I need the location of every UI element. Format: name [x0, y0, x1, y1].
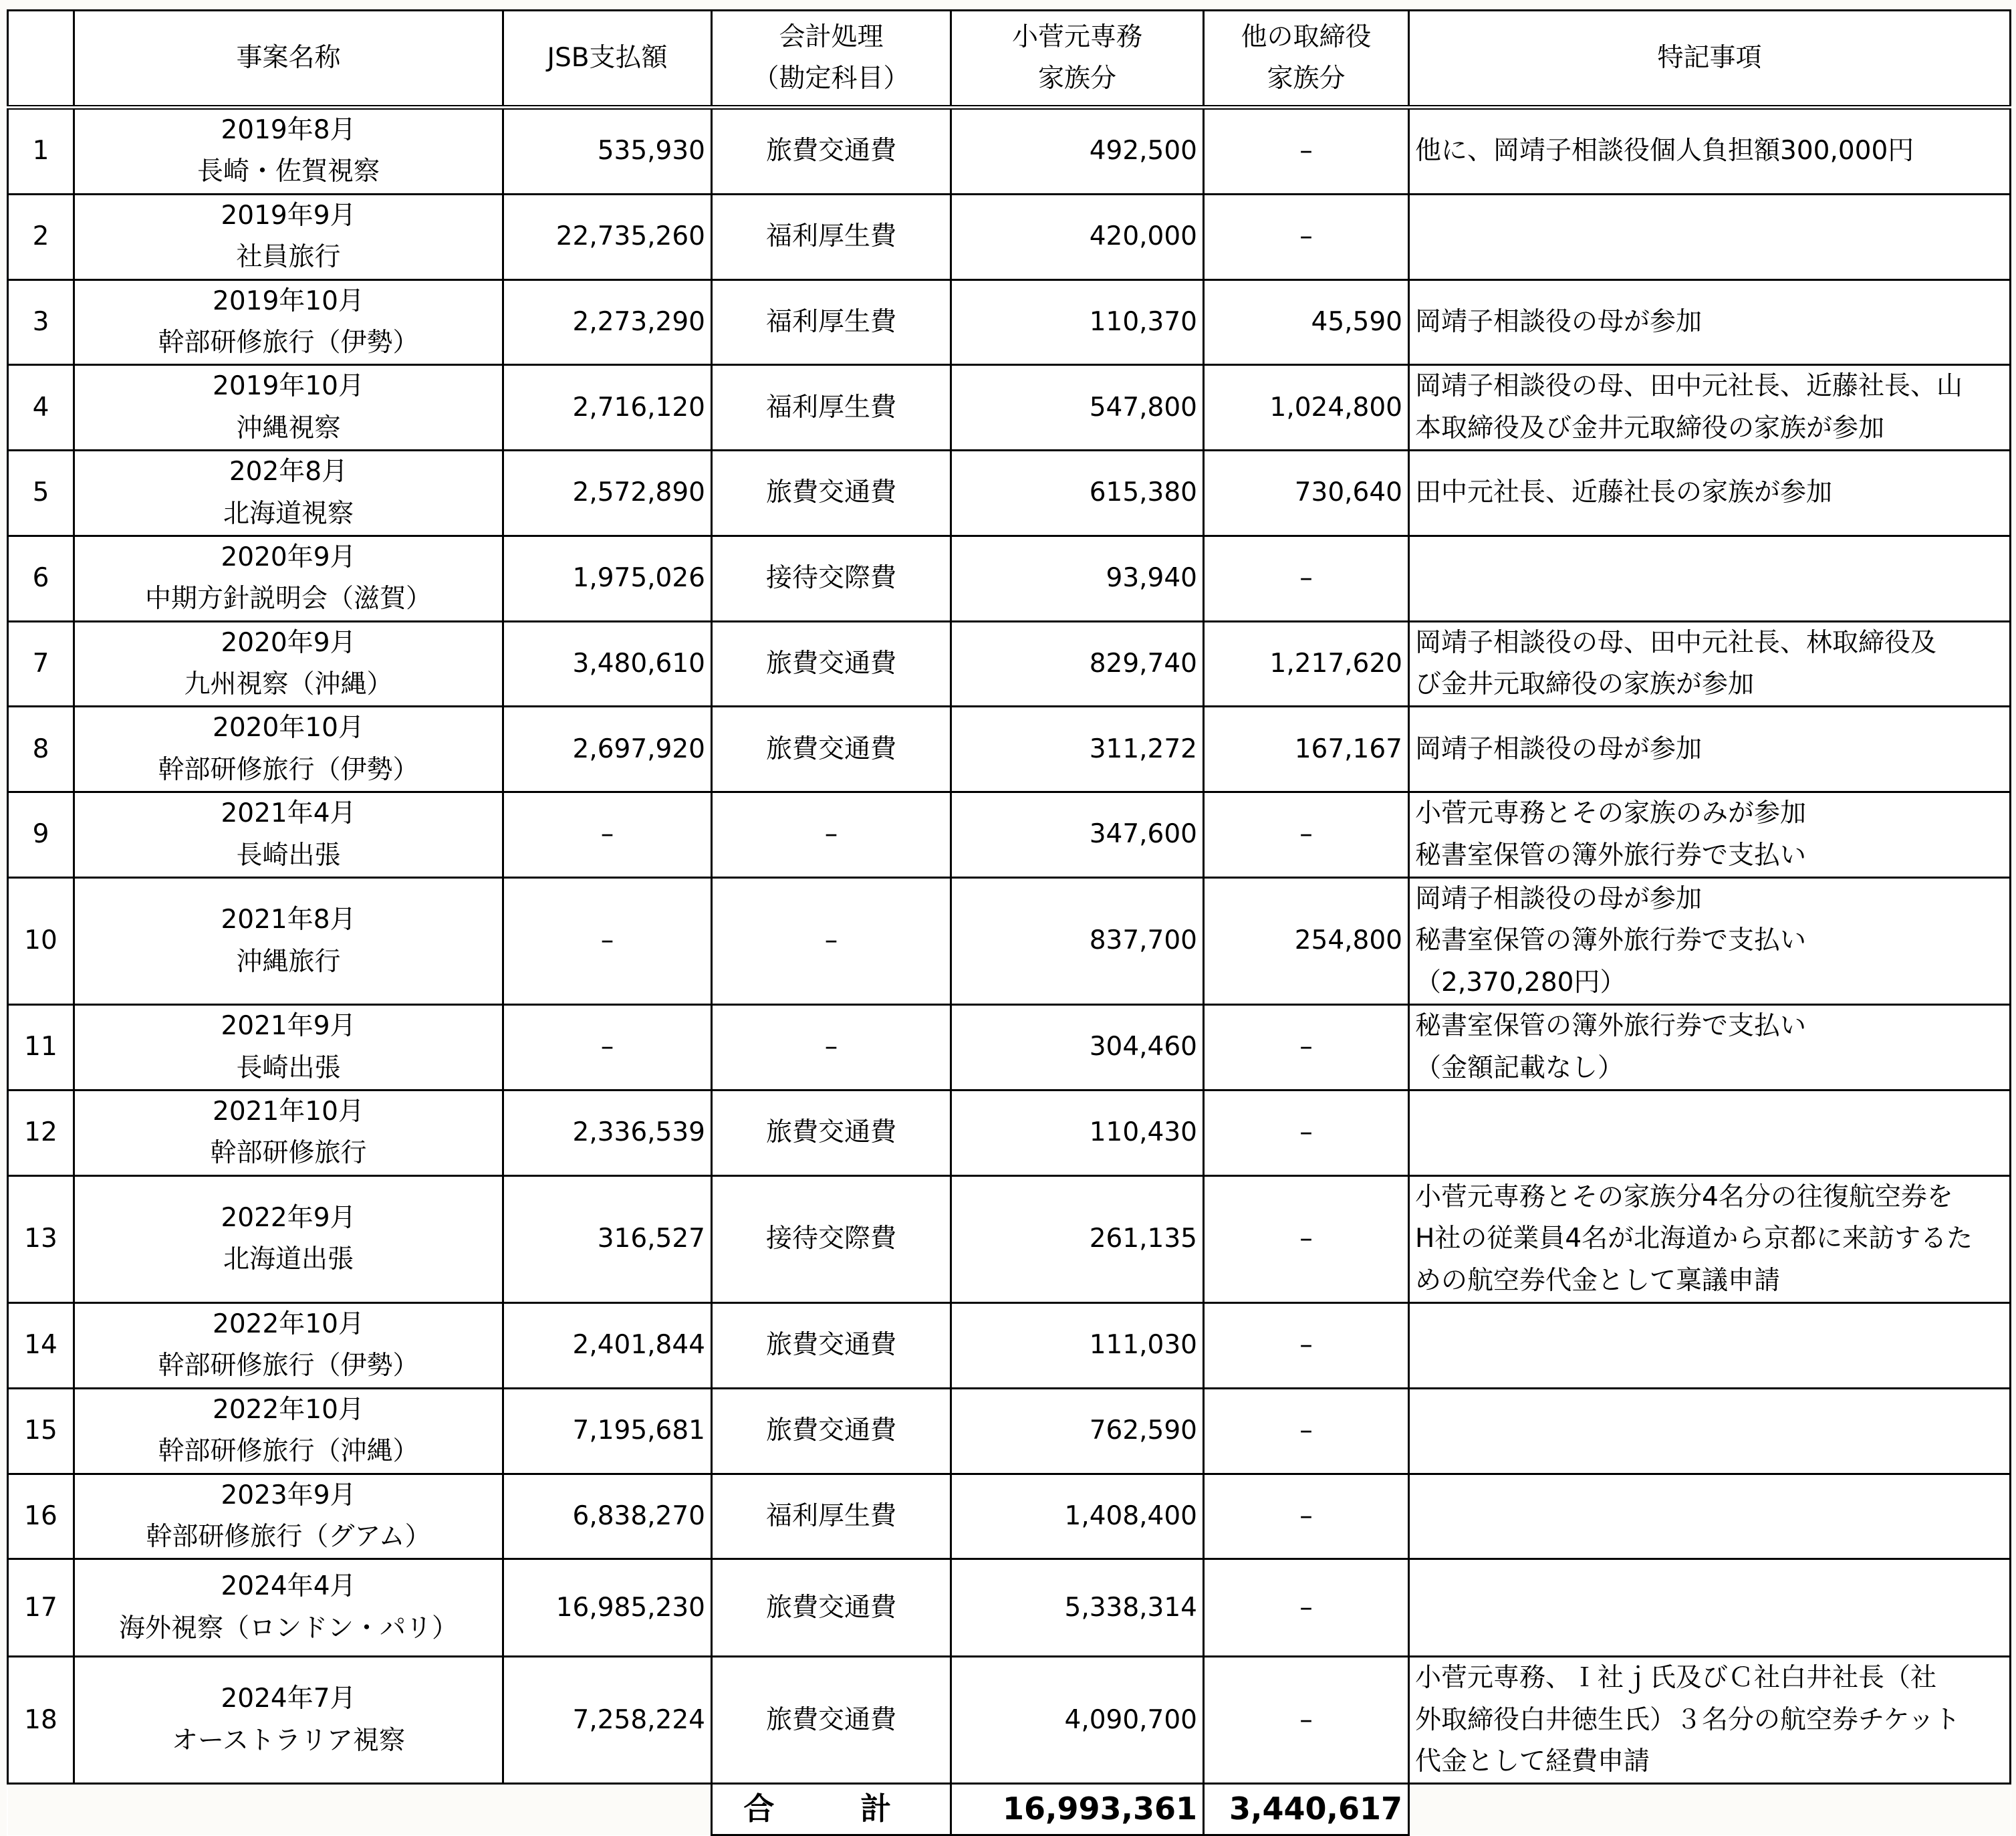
- event-name-line: 幹部研修旅行（沖縄）: [158, 1436, 419, 1467]
- header-name: 事案名称: [74, 11, 503, 108]
- note-line: めの航空券代金として稟議申請: [1415, 1265, 1781, 1296]
- header-no: [8, 11, 74, 108]
- event-name-cell: [74, 1657, 503, 1784]
- kosuga-family-amount: 837,700: [951, 878, 1204, 1005]
- account-category: 旅費交通費: [712, 1388, 951, 1474]
- account-category: 旅費交通費: [712, 1657, 951, 1784]
- total-row: [8, 1784, 2011, 1835]
- table-row: [8, 279, 2011, 365]
- row-number: 2: [8, 194, 74, 279]
- event-name-line: 2024年4月: [221, 1571, 356, 1602]
- event-name-cell: [74, 621, 503, 707]
- row-number: 4: [8, 365, 74, 451]
- jsb-amount: 535,930: [503, 108, 712, 195]
- event-name-line: 2020年10月: [213, 713, 364, 743]
- other-directors-family-amount: –: [1204, 792, 1409, 878]
- account-category: –: [712, 1005, 951, 1091]
- notes-cell: [1409, 279, 2011, 365]
- event-name-line: 2023年9月: [221, 1480, 356, 1510]
- event-name-line: 長崎出張: [236, 1052, 341, 1083]
- jsb-amount: 316,527: [503, 1175, 712, 1302]
- event-name-line: 北海道出張: [223, 1244, 354, 1275]
- kosuga-family-amount: 829,740: [951, 621, 1204, 707]
- other-directors-family-amount: 1,217,620: [1204, 621, 1409, 707]
- note-line: 岡靖子相談役の母が参加: [1415, 306, 1703, 337]
- jsb-amount: 2,572,890: [503, 451, 712, 536]
- other-directors-family-amount: –: [1204, 1090, 1409, 1175]
- other-directors-family-amount: 167,167: [1204, 707, 1409, 792]
- kosuga-family-amount: 492,500: [951, 108, 1204, 195]
- event-name-cell: [74, 878, 503, 1005]
- total-label: 合 計: [712, 1784, 951, 1835]
- note-line: 岡靖子相談役の母が参加: [1415, 884, 1703, 915]
- note-line: 田中元社長、近藤社長の家族が参加: [1415, 477, 1833, 508]
- row-number: 9: [8, 792, 74, 878]
- account-category: 旅費交通費: [712, 707, 951, 792]
- event-name-line: 2024年7月: [221, 1684, 356, 1714]
- event-name-cell: [74, 1559, 503, 1657]
- notes-cell: [1409, 1474, 2011, 1559]
- event-name-cell: [74, 1175, 503, 1302]
- notes-cell: [1409, 878, 2011, 1005]
- header-kosuga: [951, 11, 1204, 108]
- other-directors-family-amount: 254,800: [1204, 878, 1409, 1005]
- event-name-line: 2019年9月: [221, 200, 356, 231]
- jsb-amount: –: [503, 792, 712, 878]
- kosuga-family-amount: 110,430: [951, 1090, 1204, 1175]
- event-name-line: 長崎・佐賀視察: [197, 156, 380, 187]
- jsb-amount: 2,697,920: [503, 707, 712, 792]
- notes-cell: [1409, 1175, 2011, 1302]
- other-directors-family-amount: –: [1204, 194, 1409, 279]
- other-directors-family-amount: –: [1204, 1474, 1409, 1559]
- notes-cell: [1409, 621, 2011, 707]
- event-name-line: 2019年10月: [213, 285, 364, 316]
- note-line: 岡靖子相談役の母、田中元社長、近藤社長、山: [1415, 371, 1963, 402]
- notes-cell: [1409, 792, 2011, 878]
- event-name-line: 海外視察（ロンドン・パリ）: [118, 1613, 458, 1643]
- note-line: 本取締役及び金井元取締役の家族が参加: [1415, 413, 1885, 443]
- table-row: [8, 1302, 2011, 1388]
- kosuga-family-amount: 5,338,314: [951, 1559, 1204, 1657]
- other-directors-family-amount: –: [1204, 536, 1409, 621]
- event-name-cell: [74, 451, 503, 536]
- other-directors-family-amount: 1,024,800: [1204, 365, 1409, 451]
- row-number: 14: [8, 1302, 74, 1388]
- notes-cell: [1409, 536, 2011, 621]
- other-directors-family-amount: 730,640: [1204, 451, 1409, 536]
- event-name-cell: [74, 707, 503, 792]
- table-row: [8, 451, 2011, 536]
- jsb-amount: –: [503, 1005, 712, 1091]
- row-number: 1: [8, 108, 74, 195]
- row-number: 6: [8, 536, 74, 621]
- event-name-line: 幹部研修旅行（伊勢）: [158, 1351, 419, 1381]
- kosuga-family-amount: 261,135: [951, 1175, 1204, 1302]
- jsb-amount: 1,975,026: [503, 536, 712, 621]
- event-name-cell: [74, 1474, 503, 1559]
- note-line: 代金として経費申請: [1415, 1746, 1650, 1777]
- jsb-amount: 3,480,610: [503, 621, 712, 707]
- table-row: [8, 878, 2011, 1005]
- account-category: 旅費交通費: [712, 621, 951, 707]
- table-row: [8, 1005, 2011, 1091]
- kosuga-family-amount: 1,408,400: [951, 1474, 1204, 1559]
- account-category: 接待交際費: [712, 536, 951, 621]
- event-name-line: 2022年9月: [221, 1202, 356, 1233]
- event-name-line: 2021年10月: [213, 1096, 364, 1127]
- jsb-amount: 2,716,120: [503, 365, 712, 451]
- event-name-line: 北海道視察: [223, 498, 354, 529]
- table-body: [8, 108, 2011, 1784]
- row-number: 16: [8, 1474, 74, 1559]
- other-directors-family-amount: –: [1204, 1388, 1409, 1474]
- jsb-amount: 2,273,290: [503, 279, 712, 365]
- header-jsb: JSB支払額: [503, 11, 712, 108]
- event-name-cell: [74, 1302, 503, 1388]
- row-number: 12: [8, 1090, 74, 1175]
- row-number: 8: [8, 707, 74, 792]
- row-number: 15: [8, 1388, 74, 1474]
- note-line: 外取締役白井徳生氏）３名分の航空券チケット: [1415, 1704, 1961, 1735]
- header-account: [712, 11, 951, 108]
- note-line: H社の従業員4名が北海道から京都に来訪するた: [1415, 1224, 1973, 1254]
- header-others-line1: 他の取締役: [1241, 21, 1372, 52]
- table-row: [8, 536, 2011, 621]
- note-line: （金額記載なし）: [1415, 1052, 1624, 1083]
- note-line: 岡靖子相談役の母が参加: [1415, 733, 1703, 764]
- account-category: 旅費交通費: [712, 1090, 951, 1175]
- account-category: –: [712, 878, 951, 1005]
- account-category: –: [712, 792, 951, 878]
- row-number: 5: [8, 451, 74, 536]
- notes-cell: [1409, 1388, 2011, 1474]
- header-row: [8, 11, 2011, 108]
- header-account-line1: 会計処理: [779, 21, 884, 52]
- other-directors-family-amount: –: [1204, 1559, 1409, 1657]
- event-name-line: 中期方針説明会（滋賀）: [144, 584, 432, 614]
- total-blank-2: [74, 1784, 503, 1835]
- header-notes: 特記事項: [1409, 11, 2011, 108]
- other-directors-family-amount: –: [1204, 108, 1409, 195]
- event-name-line: 202年8月: [229, 457, 348, 487]
- kosuga-family-amount: 110,370: [951, 279, 1204, 365]
- account-category: 旅費交通費: [712, 108, 951, 195]
- kosuga-family-amount: 311,272: [951, 707, 1204, 792]
- event-name-line: 2022年10月: [213, 1394, 364, 1425]
- other-directors-family-amount: –: [1204, 1175, 1409, 1302]
- jsb-amount: 22,735,260: [503, 194, 712, 279]
- kosuga-family-amount: 615,380: [951, 451, 1204, 536]
- total-kosuga: 16,993,361: [951, 1784, 1204, 1835]
- account-category: 接待交際費: [712, 1175, 951, 1302]
- notes-cell: [1409, 1559, 2011, 1657]
- event-name-line: 沖縄視察: [236, 413, 341, 443]
- table-row: [8, 1474, 2011, 1559]
- event-name-cell: [74, 279, 503, 365]
- jsb-amount: 2,336,539: [503, 1090, 712, 1175]
- other-directors-family-amount: –: [1204, 1005, 1409, 1091]
- account-category: 福利厚生費: [712, 194, 951, 279]
- jsb-amount: 7,258,224: [503, 1657, 712, 1784]
- row-number: 10: [8, 878, 74, 1005]
- event-name-line: 沖縄旅行: [236, 946, 341, 977]
- table-row: [8, 365, 2011, 451]
- header-others-line2: 家族分: [1267, 64, 1346, 94]
- event-name-line: 2020年9月: [221, 542, 356, 572]
- note-line: 小菅元専務とその家族のみが参加: [1415, 798, 1807, 829]
- event-name-line: 2019年10月: [213, 371, 364, 402]
- note-line: 小菅元専務、Ｉ社ｊ氏及びＣ社白井社長（社: [1415, 1663, 1937, 1694]
- table-row: [8, 1090, 2011, 1175]
- other-directors-family-amount: –: [1204, 1657, 1409, 1784]
- account-category: 福利厚生費: [712, 279, 951, 365]
- jsb-amount: 6,838,270: [503, 1474, 712, 1559]
- table-row: [8, 1559, 2011, 1657]
- row-number: 17: [8, 1559, 74, 1657]
- event-name-line: 2021年4月: [221, 798, 356, 829]
- note-line: 小菅元専務とその家族分4名分の往復航空券を: [1415, 1181, 1953, 1212]
- kosuga-family-amount: 762,590: [951, 1388, 1204, 1474]
- event-name-line: 2022年10月: [213, 1308, 364, 1339]
- total-blank-4: [1409, 1784, 2011, 1835]
- account-category: 旅費交通費: [712, 451, 951, 536]
- total-others: 3,440,617: [1204, 1784, 1409, 1835]
- table-row: [8, 1175, 2011, 1302]
- event-name-line: 2019年8月: [221, 115, 356, 145]
- notes-cell: [1409, 1090, 2011, 1175]
- event-name-line: 幹部研修旅行（伊勢）: [158, 754, 419, 785]
- row-number: 11: [8, 1005, 74, 1091]
- kosuga-family-amount: 420,000: [951, 194, 1204, 279]
- jsb-amount: 7,195,681: [503, 1388, 712, 1474]
- jsb-amount: –: [503, 878, 712, 1005]
- event-name-line: 幹部研修旅行（グアム）: [146, 1521, 431, 1552]
- event-name-line: 社員旅行: [236, 242, 341, 273]
- table-row: [8, 792, 2011, 878]
- note-line: 他に、岡靖子相談役個人負担額300,000円: [1415, 136, 1914, 166]
- table-row: [8, 707, 2011, 792]
- header-kosuga-line1: 小菅元専務: [1011, 21, 1142, 52]
- row-number: 3: [8, 279, 74, 365]
- note-line: 秘書室保管の簿外旅行券で支払い: [1415, 840, 1807, 871]
- jsb-amount: 2,401,844: [503, 1302, 712, 1388]
- table-row: [8, 194, 2011, 279]
- other-directors-family-amount: 45,590: [1204, 279, 1409, 365]
- note-line: 秘書室保管の簿外旅行券で支払い: [1415, 1011, 1807, 1042]
- event-name-line: 2021年9月: [221, 1011, 356, 1042]
- event-name-line: 2020年9月: [221, 627, 356, 658]
- notes-cell: [1409, 1302, 2011, 1388]
- total-blank-3: [503, 1784, 712, 1835]
- kosuga-family-amount: 93,940: [951, 536, 1204, 621]
- notes-cell: [1409, 1657, 2011, 1784]
- notes-cell: [1409, 707, 2011, 792]
- event-name-cell: [74, 536, 503, 621]
- event-name-cell: [74, 1090, 503, 1175]
- account-category: 福利厚生費: [712, 1474, 951, 1559]
- event-name-cell: [74, 108, 503, 195]
- event-name-cell: [74, 792, 503, 878]
- header-others: [1204, 11, 1409, 108]
- table-row: [8, 108, 2011, 195]
- notes-cell: [1409, 108, 2011, 195]
- event-name-line: 九州視察（沖縄）: [184, 669, 393, 700]
- event-name-cell: [74, 365, 503, 451]
- header-kosuga-line2: 家族分: [1037, 64, 1116, 94]
- event-name-cell: [74, 194, 503, 279]
- notes-cell: [1409, 194, 2011, 279]
- jsb-amount: 16,985,230: [503, 1559, 712, 1657]
- table-row: [8, 1388, 2011, 1474]
- header-account-line2: （勘定科目）: [753, 64, 910, 94]
- row-number: 18: [8, 1657, 74, 1784]
- account-category: 福利厚生費: [712, 365, 951, 451]
- event-name-line: オーストラリア視察: [171, 1725, 406, 1756]
- row-number: 13: [8, 1175, 74, 1302]
- expense-table: [7, 9, 2011, 1836]
- event-name-cell: [74, 1005, 503, 1091]
- table-row: [8, 1657, 2011, 1784]
- kosuga-family-amount: 4,090,700: [951, 1657, 1204, 1784]
- kosuga-family-amount: 304,460: [951, 1005, 1204, 1091]
- note-line: 秘書室保管の簿外旅行券で支払い: [1415, 925, 1807, 956]
- note-line: （2,370,280円）: [1415, 967, 1626, 998]
- row-number: 7: [8, 621, 74, 707]
- notes-cell: [1409, 365, 2011, 451]
- notes-cell: [1409, 451, 2011, 536]
- expense-table-container: [7, 9, 2011, 1836]
- event-name-line: 幹部研修旅行: [210, 1138, 367, 1169]
- kosuga-family-amount: 547,800: [951, 365, 1204, 451]
- account-category: 旅費交通費: [712, 1302, 951, 1388]
- event-name-line: 幹部研修旅行（伊勢）: [158, 327, 419, 358]
- other-directors-family-amount: –: [1204, 1302, 1409, 1388]
- event-name-line: 2021年8月: [221, 905, 356, 935]
- note-line: び金井元取締役の家族が参加: [1415, 669, 1755, 700]
- kosuga-family-amount: 111,030: [951, 1302, 1204, 1388]
- event-name-line: 長崎出張: [236, 840, 341, 871]
- note-line: 岡靖子相談役の母、田中元社長、林取締役及: [1415, 627, 1937, 658]
- table-row: [8, 621, 2011, 707]
- total-blank-1: [8, 1784, 74, 1835]
- event-name-cell: [74, 1388, 503, 1474]
- account-category: 旅費交通費: [712, 1559, 951, 1657]
- kosuga-family-amount: 347,600: [951, 792, 1204, 878]
- notes-cell: [1409, 1005, 2011, 1091]
